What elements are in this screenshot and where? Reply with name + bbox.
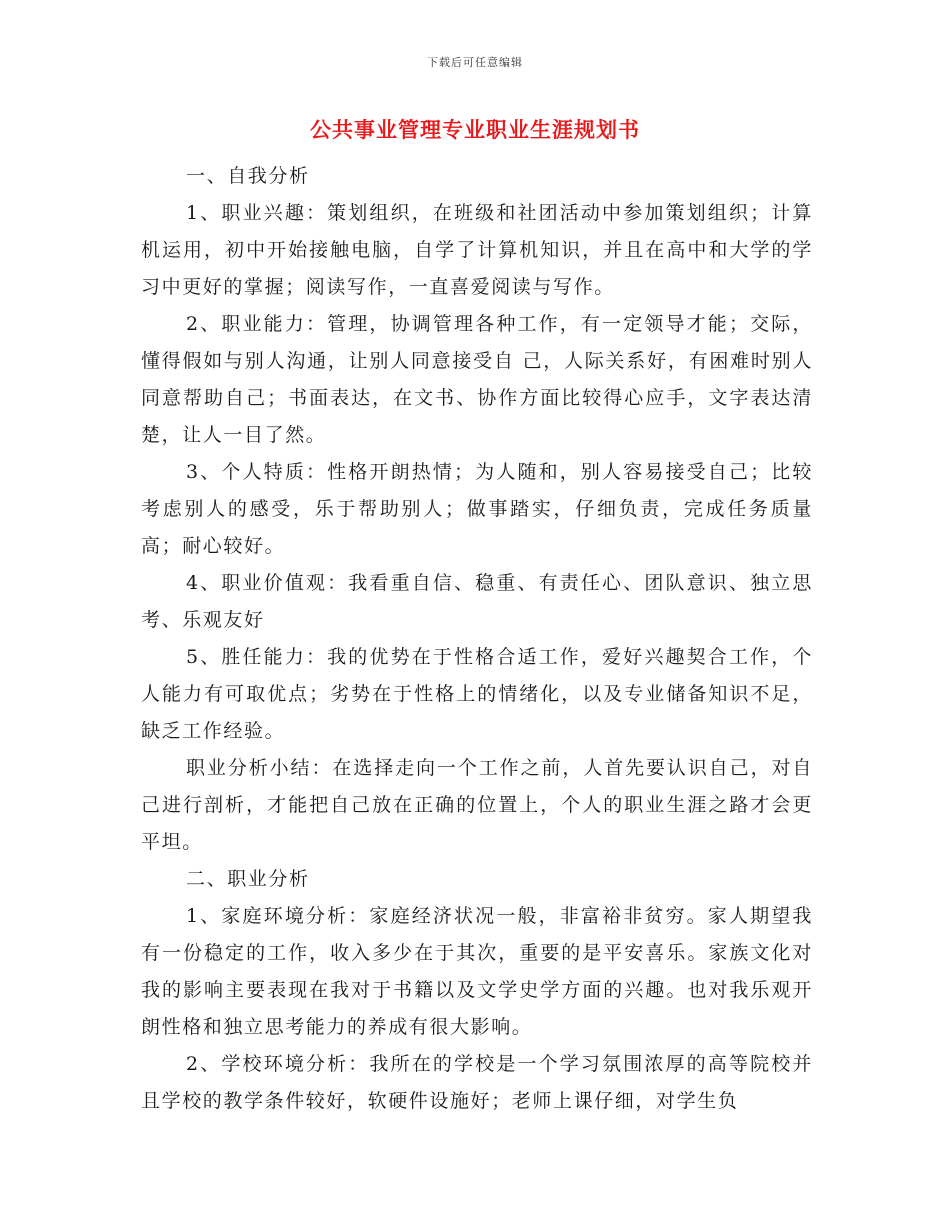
document-title: 公共事业管理专业职业生涯规划书 (310, 117, 640, 142)
paragraph-personal-traits: 3、个人特质：性格开朗热情；为人随和，别人容易接受自己；比较考虑别人的感受，乐于帮助别人；做事踏实，仔细负责，完成任务质量高；耐心较好。 (141, 461, 813, 557)
paragraph-career-values: 4、职业价值观：我看重自信、稳重、有责任心、团队意识、独立思考、乐观友好 (141, 572, 813, 631)
header-note: 下载后可任意编辑 (427, 56, 523, 69)
paragraph-competency: 5、胜任能力：我的优势在于性格合适工作，爱好兴趣契合工作，个人能力有可取优点；劣势在于性格上的情绪化，以及专业储备知识不足，缺乏工作经验。 (141, 646, 813, 742)
paragraph-career-ability: 2、职业能力：管理，协调管理各种工作，有一定领导才能；交际，懂得假如与别人沟通，让别人同意接受自 己，人际关系好，有困难时别人同意帮助自己；书面表达，在文书、协作方面比较得心应手，文字表达清楚，让人一目了然。 (141, 313, 813, 446)
paragraph-family-environment: 1、家庭环境分析：家庭经济状况一般，非富裕非贫穷。家人期望我有一份稳定的工作，收入多少在于其次，重要的是平安喜乐。家族文化对我的影响主要表现在我对于书籍以及文学史学方面的兴趣。也对我乐观开朗性格和独立思考能力的养成有很大影响。 (141, 905, 813, 1038)
paragraph-analysis-summary: 职业分析小结：在选择走向一个工作之前，人首先要认识自己，对自己进行剖析，才能把自己放在正确的位置上，个人的职业生涯之路才会更平坦。 (141, 757, 813, 853)
paragraph-school-environment: 2、学校环境分析：我所在的学校是一个学习氛围浓厚的高等院校并且学校的教学条件较好，软硬件设施好；老师上课仔细，对学生负 (141, 1053, 813, 1112)
section-heading-career-analysis: 二、职业分析 (186, 868, 310, 890)
document-body (141, 158, 813, 1120)
paragraph-career-interest: 1、职业兴趣：策划组织，在班级和社团活动中参加策划组织；计算机运用，初中开始接触电脑，自学了计算机知识，并且在高中和大学的学习中更好的掌握；阅读写作，一直喜爱阅读与写作。 (141, 202, 813, 298)
section-heading-self-analysis: 一、自我分析 (186, 165, 310, 187)
